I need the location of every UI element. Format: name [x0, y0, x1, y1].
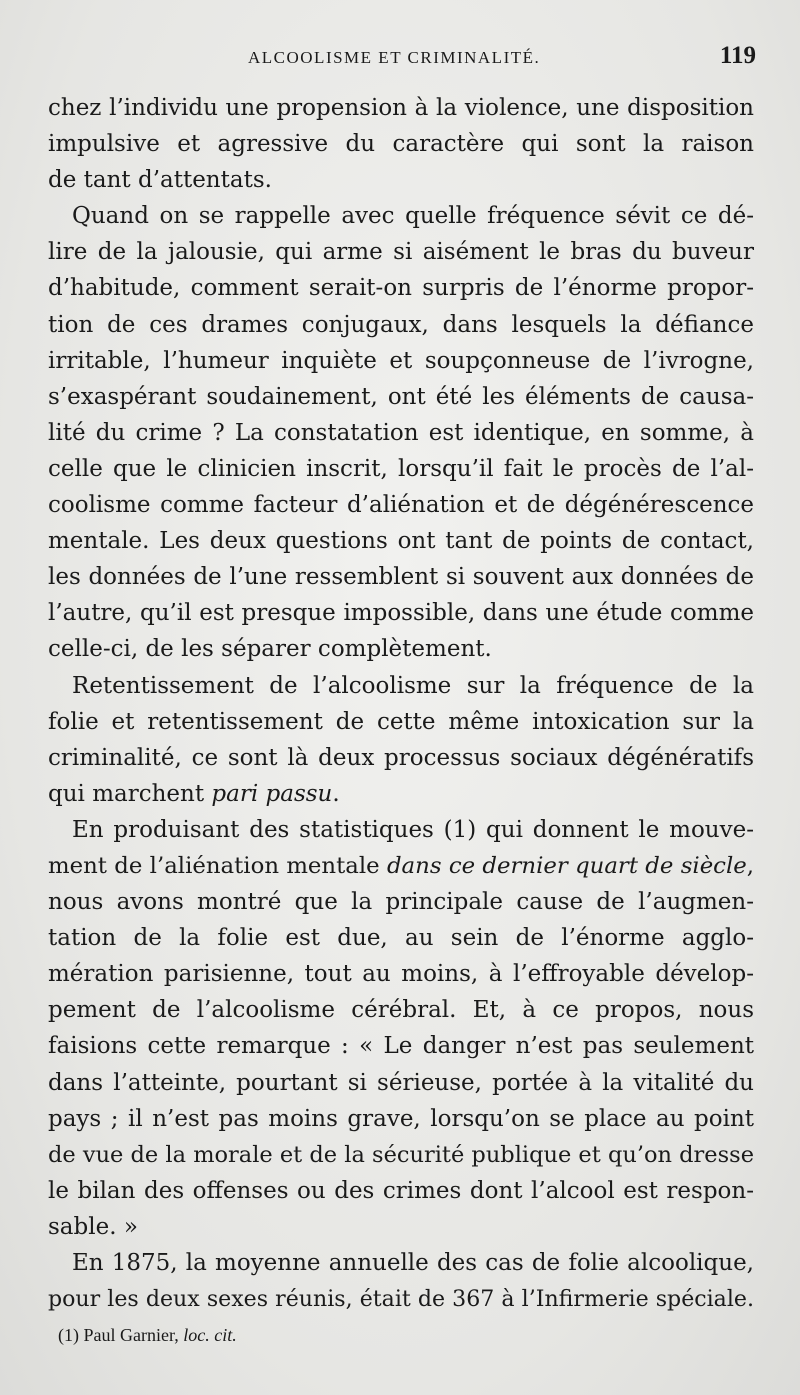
text-line: l’autre, qu’il est presque impossible, dans une étude comme	[48, 600, 754, 627]
text-line	[48, 776, 754, 812]
running-head	[0, 42, 800, 72]
text-line: En produisant des statistiques (1) qui donnent le mouve-	[72, 816, 754, 843]
running-title: ALCOOLISME ET CRIMINALITÉ.	[248, 48, 541, 67]
text-line: En 1875, la moyenne annuelle des cas de folie alcoolique,	[72, 1250, 754, 1276]
text-line: celle-ci, de les séparer complètement.	[48, 636, 492, 663]
footnote-text: (1) Paul Garnier,	[58, 1325, 184, 1345]
text-line: pour les deux sexes réunis, était de 367 à l’Infirmerie spéciale.	[48, 1286, 754, 1313]
text-line: chez l’individu une propension à la violence, une disposition	[48, 95, 754, 121]
text-line: de tant d’attentats.	[48, 167, 272, 194]
text-line: sable. »	[48, 1213, 138, 1240]
text-line: Quand on se rappelle avec quelle fréquence sévit ce dé-	[72, 203, 754, 230]
text-line: celle que le clinicien inscrit, lorsqu’il fait le procès de l’al-	[48, 455, 754, 482]
page-number: 119	[719, 42, 756, 69]
text-line	[48, 848, 754, 884]
text-segment: ,	[746, 852, 754, 879]
text-segment: ment de l’aliénation mentale	[48, 852, 387, 879]
text-line: le bilan des offenses ou des crimes dont l’alcool est respon-	[48, 1177, 754, 1204]
italic-phrase: dans ce dernier quart de siècle	[386, 852, 747, 879]
text-line: tation de la folie est due, au sein de l’énorme agglo-	[48, 925, 754, 952]
footnote-italic: loc. cit.	[183, 1325, 237, 1345]
text-line: pays ; il n’est pas moins grave, lorsqu’on se place au point	[48, 1105, 754, 1132]
text-segment: qui marchent	[48, 780, 212, 807]
text-line: irritable, l’humeur inquiète et soupçonneuse de l’ivrogne,	[48, 347, 754, 374]
text-line: d’habitude, comment serait-on surpris de l’énorme propor-	[48, 275, 754, 302]
text-line: pement de l’alcoolisme cérébral. Et, à ce propos, nous	[48, 997, 754, 1024]
text-line: lité du crime ? La constatation est identique, en somme, à	[48, 419, 754, 446]
text-line: impulsive et agressive du caractère qui sont la raison	[48, 131, 754, 158]
text-line: mentale. Les deux questions ont tant de points de contact,	[48, 528, 754, 555]
text-line: Retentissement de l’alcoolisme sur la fréquence de la	[72, 672, 754, 699]
text-line: mération parisienne, tout au moins, à l’effroyable dévelop-	[48, 961, 754, 988]
text-segment: .	[332, 780, 340, 807]
text-line: folie et retentissement de cette même intoxication sur la	[48, 708, 754, 735]
text-line: coolisme comme facteur d’aliénation et de dégénérescence	[48, 492, 754, 519]
body-text	[48, 90, 754, 1317]
text-line: les données de l’une ressemblent si souvent aux données de	[48, 564, 754, 591]
text-line: dans l’atteinte, pourtant si sérieuse, portée à la vitalité du	[48, 1069, 754, 1096]
text-line: de vue de la morale et de la sécurité publique et qu’on dresse	[48, 1141, 754, 1168]
text-line: nous avons montré que la principale cause de l’augmen-	[48, 889, 754, 916]
text-line: s’exaspérant soudainement, ont été les éléments de causa-	[48, 383, 754, 410]
text-line: faisions cette remarque : « Le danger n’est pas seulement	[48, 1033, 754, 1060]
italic-phrase: pari passu	[211, 780, 333, 807]
footnote	[58, 1325, 758, 1346]
text-line: tion de ces drames conjugaux, dans lesquels la défiance	[48, 311, 754, 338]
text-line: criminalité, ce sont là deux processus sociaux dégénératifs	[48, 744, 754, 771]
text-line: lire de la jalousie, qui arme si aisément le bras du buveur	[48, 239, 754, 266]
